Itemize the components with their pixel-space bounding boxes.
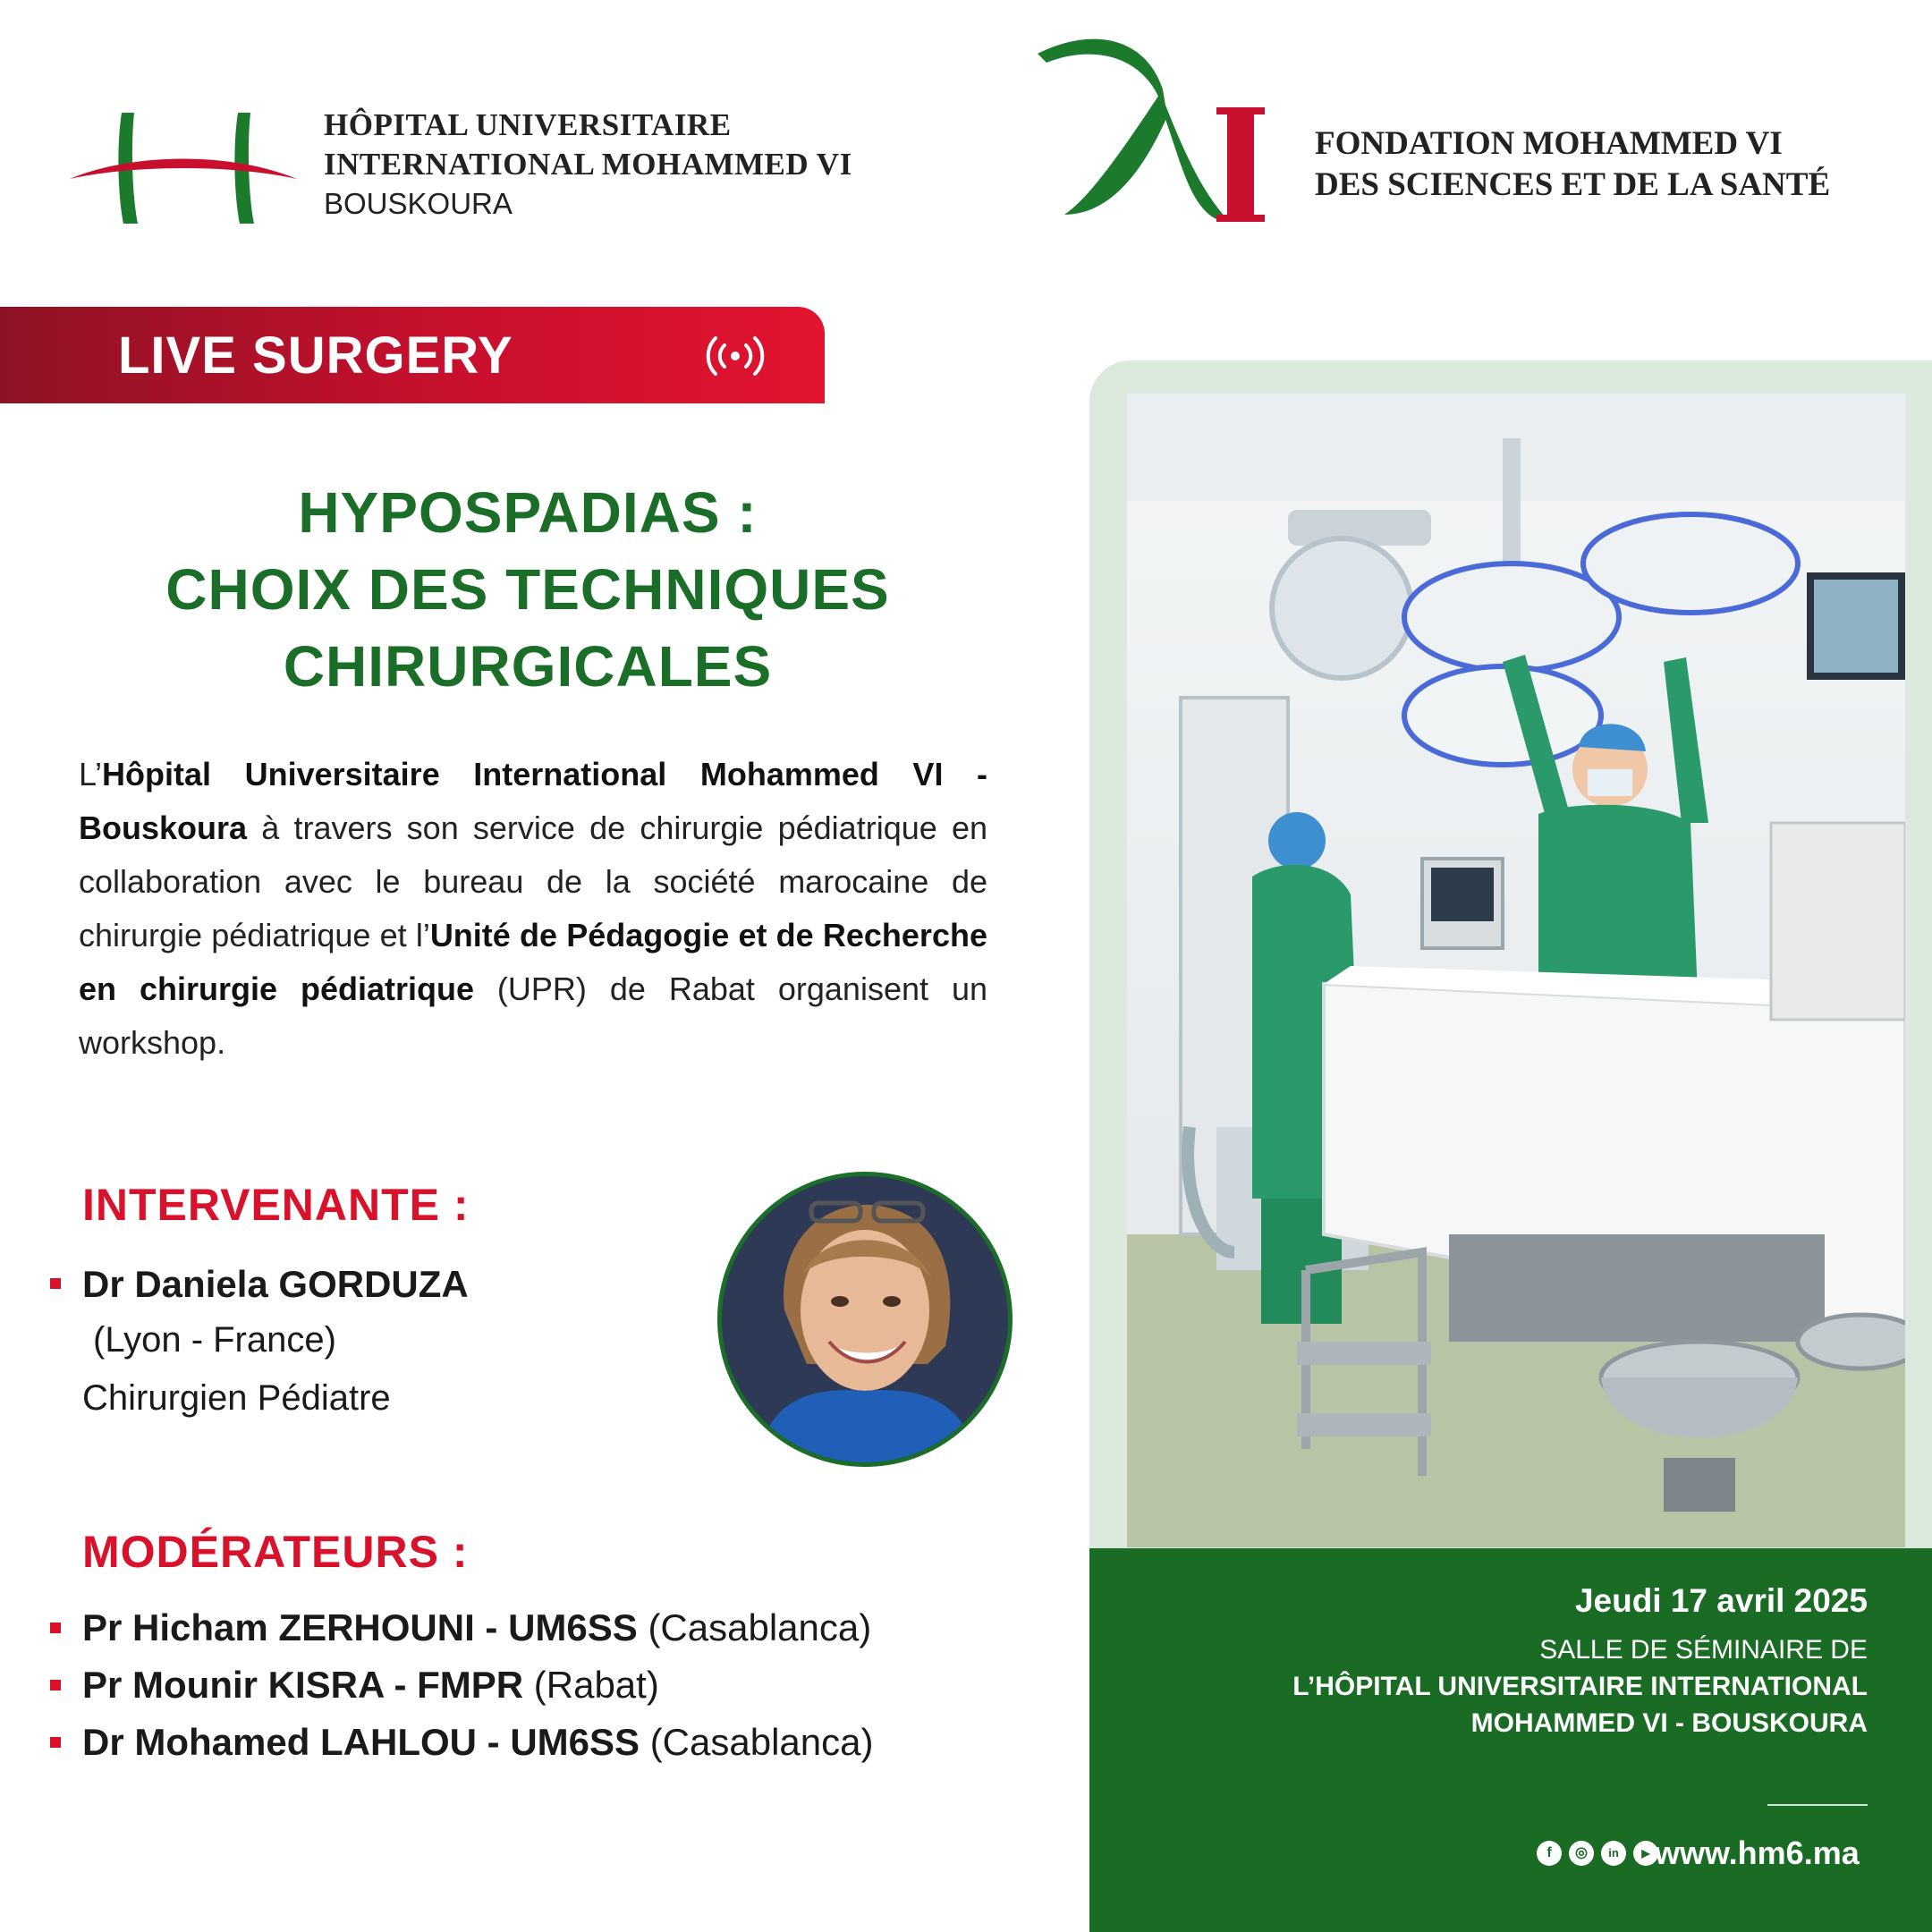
speaker-portrait-illustration — [722, 1176, 1008, 1462]
moderator-item — [82, 1658, 659, 1712]
moderator-bullet — [50, 1623, 61, 1633]
footer-divider — [1767, 1804, 1868, 1806]
foundation-name-line1: FONDATION MOHAMMED VI — [1315, 125, 1783, 162]
speaker-bullet — [50, 1278, 61, 1289]
event-title — [36, 474, 1020, 705]
hospital-name-line3: BOUSKOURA — [324, 187, 513, 220]
speaker-heading: INTERVENANTE : — [82, 1180, 470, 1230]
moderator-item — [82, 1601, 871, 1655]
speaker-location: (Lyon - France) — [93, 1320, 336, 1360]
event-title-line3: CHIRURGICALES — [283, 634, 773, 699]
intro-hospital-name: Hôpital Universitaire International Mohammed VI - Bouskoura — [79, 756, 987, 846]
intro-text-1: L’ — [79, 756, 103, 792]
venue-line1: SALLE DE SÉMINAIRE DE — [1539, 1635, 1868, 1665]
speaker-avatar — [717, 1172, 1013, 1467]
hospital-logo — [63, 107, 304, 233]
intro-upr-name: Unité de Pédagogie et de Recherche en chirurgie pédiatrique — [79, 917, 987, 1007]
venue-line3: MOHAMMED VI - BOUSKOURA — [1470, 1708, 1868, 1738]
facebook-icon[interactable]: f — [1537, 1841, 1562, 1866]
intro-text-2: à travers son service de chirurgie pédiatrique en collaboration avec le bureau de la société marocaine de chirurgie pédiatrique et l’ — [79, 809, 987, 953]
event-title-line1: HYPOSPADIAS : — [298, 480, 758, 545]
moderator-city: (Casablanca) — [637, 1606, 872, 1648]
speaker-name — [82, 1258, 469, 1311]
website-link[interactable]: www.hm6.ma — [1655, 1835, 1860, 1871]
speaker-name-text: Dr Daniela GORDUZA — [82, 1263, 469, 1305]
hospital-name-line2: INTERNATIONAL MOHAMMED VI — [324, 147, 852, 182]
moderator-bullet — [50, 1680, 61, 1690]
operating-room-photo — [1127, 394, 1905, 1547]
foundation-name-line2: DES SCIENCES ET DE LA SANTÉ — [1315, 166, 1831, 203]
moderator-name: Dr Mohamed LAHLOU - UM6SS — [82, 1721, 640, 1763]
intro-text-3: (UPR) de Rabat organisent un workshop. — [79, 970, 987, 1061]
foundation-logo — [1029, 36, 1288, 233]
operating-room-illustration — [1127, 394, 1905, 1547]
hospital-name-line1: HÔPITAL UNIVERSITAIRE — [324, 107, 732, 142]
event-title-line2: CHOIX DES TECHNIQUES — [165, 557, 890, 622]
linkedin-icon[interactable]: in — [1601, 1841, 1626, 1866]
venue-line2: L’HÔPITAL UNIVERSITAIRE INTERNATIONAL — [1292, 1672, 1868, 1701]
moderator-item — [82, 1716, 874, 1769]
speaker-role: Chirurgien Pédiatre — [82, 1378, 391, 1418]
live-surgery-label: LIVE SURGERY — [118, 326, 513, 385]
youtube-icon[interactable]: ▶ — [1633, 1841, 1658, 1866]
broadcast-icon — [703, 333, 767, 379]
event-date: Jeudi 17 avril 2025 — [1574, 1582, 1868, 1619]
moderator-bullet — [50, 1737, 61, 1748]
intro-paragraph — [79, 748, 987, 1070]
moderator-city: (Casablanca) — [640, 1721, 874, 1763]
event-venue — [1109, 1631, 1868, 1741]
moderators-heading: MODÉRATEURS : — [82, 1527, 469, 1577]
moderator-city: (Rabat) — [523, 1664, 659, 1706]
moderator-name: Pr Mounir KISRA - FMPR — [82, 1664, 524, 1706]
hospital-name — [324, 106, 852, 224]
instagram-icon[interactable]: ◎ — [1569, 1841, 1594, 1866]
moderator-name: Pr Hicham ZERHOUNI - UM6SS — [82, 1606, 638, 1648]
foundation-name — [1315, 123, 1830, 206]
